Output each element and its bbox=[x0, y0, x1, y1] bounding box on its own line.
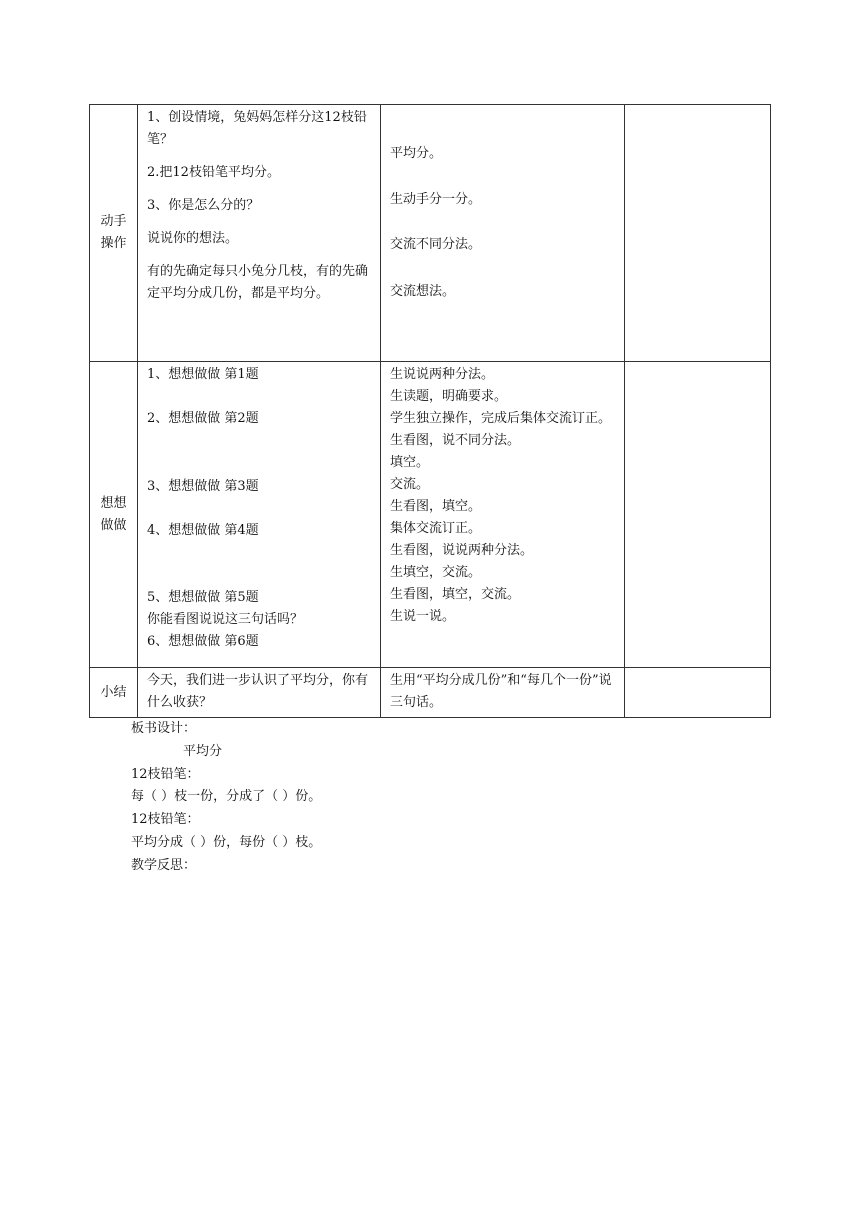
row-label-line: 想想 bbox=[100, 495, 127, 511]
table-row bbox=[90, 105, 771, 362]
board-design bbox=[131, 718, 321, 878]
notes-cell bbox=[625, 668, 771, 718]
student-line: 交流想法。 bbox=[390, 284, 456, 299]
student-line: 生看图，填空。 bbox=[390, 499, 482, 514]
student-line: 生填空，交流。 bbox=[390, 565, 482, 580]
board-line: 12枝铅笔： bbox=[131, 766, 200, 782]
row-label-line: 操作 bbox=[100, 236, 127, 251]
board-heading: 板书设计： bbox=[131, 721, 197, 736]
row-label-line: 动手 bbox=[100, 214, 127, 229]
teacher-line: 你能看图说说这三句话吗？ bbox=[147, 612, 304, 627]
student-line: 集体交流订正。 bbox=[390, 521, 482, 536]
teacher-line: 今天，我们进一步认识了平均分，你有什么收获？ bbox=[147, 673, 369, 710]
student-line: 生看图，填空，交流。 bbox=[390, 587, 521, 602]
table-row bbox=[90, 668, 771, 718]
board-title: 平均分 bbox=[183, 743, 223, 759]
teacher-activity-cell bbox=[138, 668, 381, 718]
student-line: 交流。 bbox=[390, 477, 430, 492]
student-line: 生看图，说说两种分法。 bbox=[390, 543, 534, 558]
student-line: 生动手分一分。 bbox=[390, 192, 482, 207]
student-line: 交流不同分法。 bbox=[390, 237, 482, 252]
student-line: 平均分。 bbox=[390, 146, 443, 161]
teacher-activity-cell bbox=[138, 105, 381, 362]
reflection-heading: 教学反思： bbox=[131, 857, 197, 873]
row-label bbox=[90, 105, 138, 362]
student-line: 生读题，明确要求。 bbox=[390, 389, 508, 404]
row-label-line: 小结 bbox=[100, 684, 127, 700]
teacher-line: 3、想想做做 第3题 bbox=[147, 479, 259, 494]
teacher-line: 说说你的想法。 bbox=[147, 231, 239, 246]
board-line: 平均分成（ ）份，每份（ ）枝。 bbox=[131, 834, 322, 850]
teacher-line: 2.把12枝铅笔平均分。 bbox=[147, 165, 280, 180]
student-activity-cell bbox=[381, 668, 625, 718]
student-activity-cell bbox=[381, 362, 625, 668]
row-label bbox=[90, 362, 138, 668]
student-line: 填空。 bbox=[390, 455, 430, 470]
board-line: 12枝铅笔： bbox=[131, 812, 200, 828]
teacher-activity-cell bbox=[138, 362, 381, 668]
student-line: 学生独立操作，完成后集体交流订正。 bbox=[390, 411, 612, 426]
row-label bbox=[90, 668, 138, 718]
board-line: 每（ ）枝一份，分成了（ ）份。 bbox=[131, 789, 322, 805]
teacher-line: 1、想想做做 第1题 bbox=[147, 367, 259, 382]
teacher-line: 5、想想做做 第5题 bbox=[147, 590, 259, 605]
teacher-line: 4、想想做做 第4题 bbox=[147, 523, 259, 538]
teacher-line: 6、想想做做 第6题 bbox=[147, 634, 259, 649]
student-line: 生说说两种分法。 bbox=[390, 367, 495, 382]
student-line: 生说一说。 bbox=[390, 609, 456, 624]
student-line: 生用“平均分成几份”和“每几个一份”说三句话。 bbox=[390, 673, 612, 710]
student-line: 生看图，说不同分法。 bbox=[390, 433, 521, 448]
notes-cell bbox=[625, 362, 771, 668]
table-row bbox=[90, 362, 771, 668]
teacher-line: 1、创设情境，兔妈妈怎样分这12枝铅笔？ bbox=[147, 110, 367, 147]
teacher-line: 2、想想做做 第2题 bbox=[147, 411, 259, 426]
notes-cell bbox=[625, 105, 771, 362]
student-activity-cell bbox=[381, 105, 625, 362]
teacher-line: 有的先确定每只小兔分几枝，有的先确定平均分成几份，都是平均分。 bbox=[147, 264, 369, 301]
lesson-table bbox=[89, 104, 771, 718]
teacher-line: 3、你是怎么分的？ bbox=[147, 198, 260, 213]
row-label-line: 做做 bbox=[100, 517, 127, 533]
